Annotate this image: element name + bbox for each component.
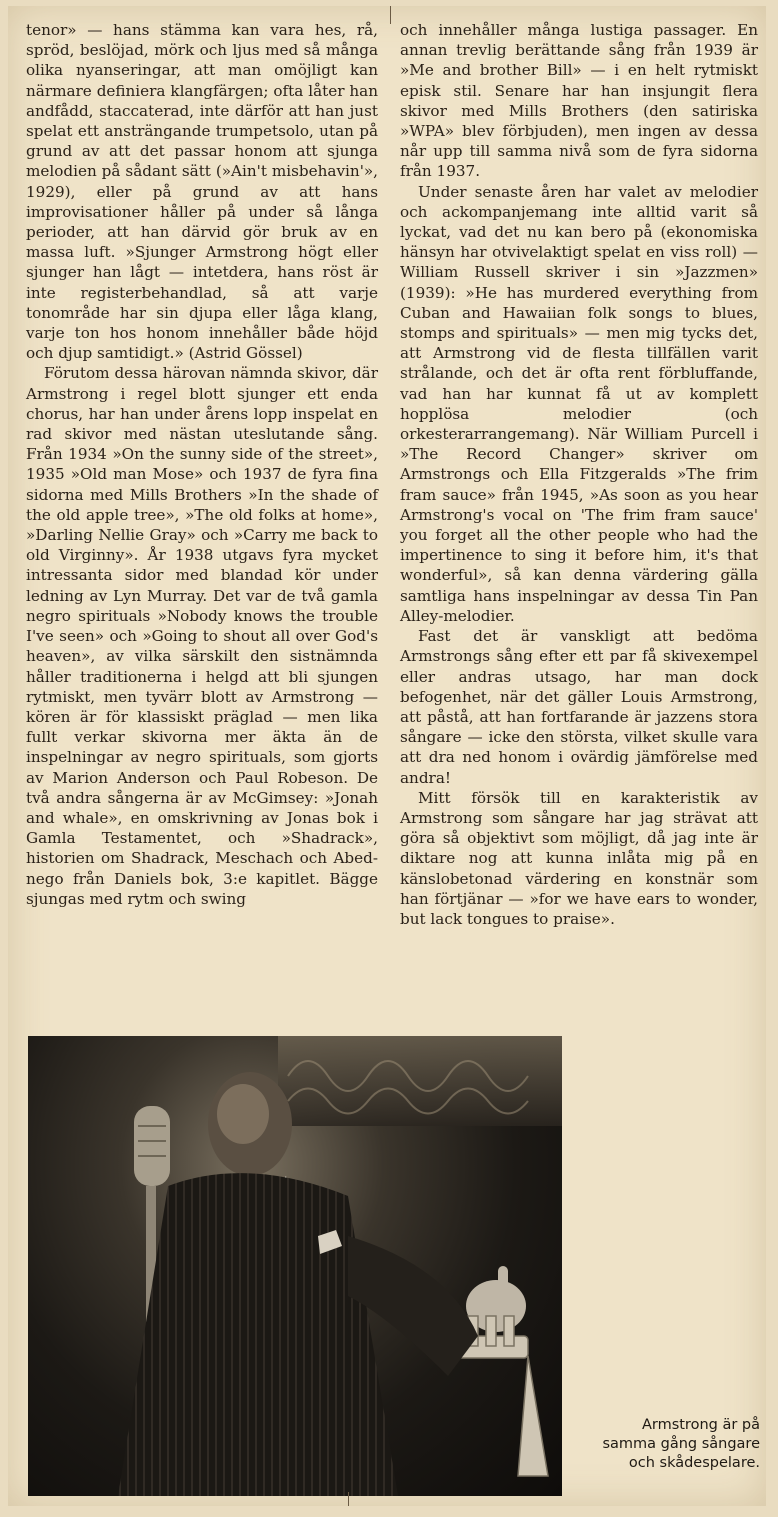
right-paragraph-2: Under senaste åren har valet av melodier och ackompanjemang inte alltid varit så lyckat, vad det nu kan bero på (ekonomiska hänsyn har otvivelaktigt spelat en viss roll) — William Russell skriver i sin »Jazzmen» (1939): »He has murdered everything from Cuban and Hawaiian folk songs to blues, stomps and spirituals» — men mig tycks det, att Armstrong vid de flesta tillfällen varit strålande, och det är ofta rent förbluffande, vad han har kunnat få ut av komplett hopplösa melodier (och orkesterarrangemang). När William Purcell i »The Record Changer» skriver om Armstrongs och Ella Fitzgeralds »The frim fram sauce» från 1945, »As soon as you hear Armstrong's vocal on 'The frim fram sauce' you forget all the other people who had the impertinence to sing it before him, it's that wonderful», så kan denna värdering gälla samtliga hans inspelningar av dessa Tin Pan Alley-melodier. (400, 182, 758, 625)
left-paragraph-2: Förutom dessa härovan nämnda skivor, där Armstrong i regel blott sjunger ett enda chorus, har han under årens lopp inspelat en rad skivor med nästan uteslutande sång. Från 1934 »On the sunny side of the street», 1935 »Old man Mose» och 1937 de fyra fina sidorna med Mills Brothers »In the shade of the old apple tree», »The old folks at home», »Darling Nellie Gray» och »Carry me back to old Virginny». År 1938 utgavs fyra mycket intressanta sidor med blandad kör under ledning av Lyn Murray. Det var de två gamla negro spirituals »Nobody knows the trouble I've seen» och »Going to shout all over God's heaven», av vilka särskilt den sistnämnda håller traditionerna i helgd att bli sjungen rytmiskt, men tyvärr blott av Armstrong — kören är för klassiskt präglad — men lika fullt verkar skivorna mer äkta än de inspelningar av negro spirituals, som gjorts av Marion Anderson och Paul Robeson. De två andra sångerna är av McGimsey: »Jonah and whale», en omskrivning av Jonas bok i Gamla Testamentet, och »Shadrack», historien om Shadrack, Meschach och Abed-nego från Daniels bok, 3:e kapitlet. Bägge sjungas med rytm och swing (26, 364, 378, 908)
column-divider-bottom (348, 1492, 349, 1506)
column-divider-top (390, 6, 391, 24)
right-paragraph-4: Mitt försök till en karakteristik av Armstrong som sångare har jag strävat att göra så objektivt som möjligt, då jag inte är diktare nog att kunna inlåta mig på en känslobetonad värdering en konstnär som han förtjänar — »for we have ears to wonder, but lack tongues to praise». (400, 788, 758, 928)
left-paragraph-1: tenor» — hans stämma kan vara hes, rå, spröd, beslöjad, mörk och ljus med så många olika nyanseringar, att man omöjligt kan närmare definiera klangfärgen; ofta låter han andfådd, staccaterad, inte därför att han just spelat ett ansträngande trumpetsolo, utan på grund av att det passar honom att sjunga melodien på sådant sätt (»Ain't misbehavin'», 1929), eller på grund av att hans improvisationer håller på under så långa perioder, att han därvid gör bruk av en massa luft. »Sjunger Armstrong högt eller sjunger han lågt — intetdera, hans röst är inte registerbehandlad, så att varje tonområde har sin djupa eller låga klang, varje ton hos honom innehåller både höjd och djup samtidigt.» (Astrid Gössel) (26, 21, 378, 363)
magazine-page (8, 6, 766, 1506)
armstrong-photo (28, 1036, 562, 1496)
right-paragraph-3: Fast det är vanskligt att bedöma Armstrongs sång efter ett par få skivexempel eller andras utsago, har man dock befogenhet, när det gäller Louis Armstrong, att påstå, att han fortfarande är jazzens stora sångare — icke den största, vilket skulle vara att dra ned honom i ovärdig jämförelse med andra! (400, 627, 758, 787)
right-paragraph-1: och innehåller många lustiga passager. En annan trevlig berättande sång från 1939 är »Me and brother Bill» — i en helt rytmiskt episk stil. Senare har han insjungit flera skivor med Mills Brothers (den satiriska »WPA» blev förbjuden), men ingen av dessa når upp till samma nivå som de fyra sidorna från 1937. (400, 21, 758, 181)
article-right-column (400, 20, 758, 929)
armstrong-photo-illustration (28, 1036, 562, 1496)
article-left-column (26, 20, 378, 909)
photo-caption: Armstrong är på samma gång sångare och skådespelare. (602, 1417, 760, 1471)
